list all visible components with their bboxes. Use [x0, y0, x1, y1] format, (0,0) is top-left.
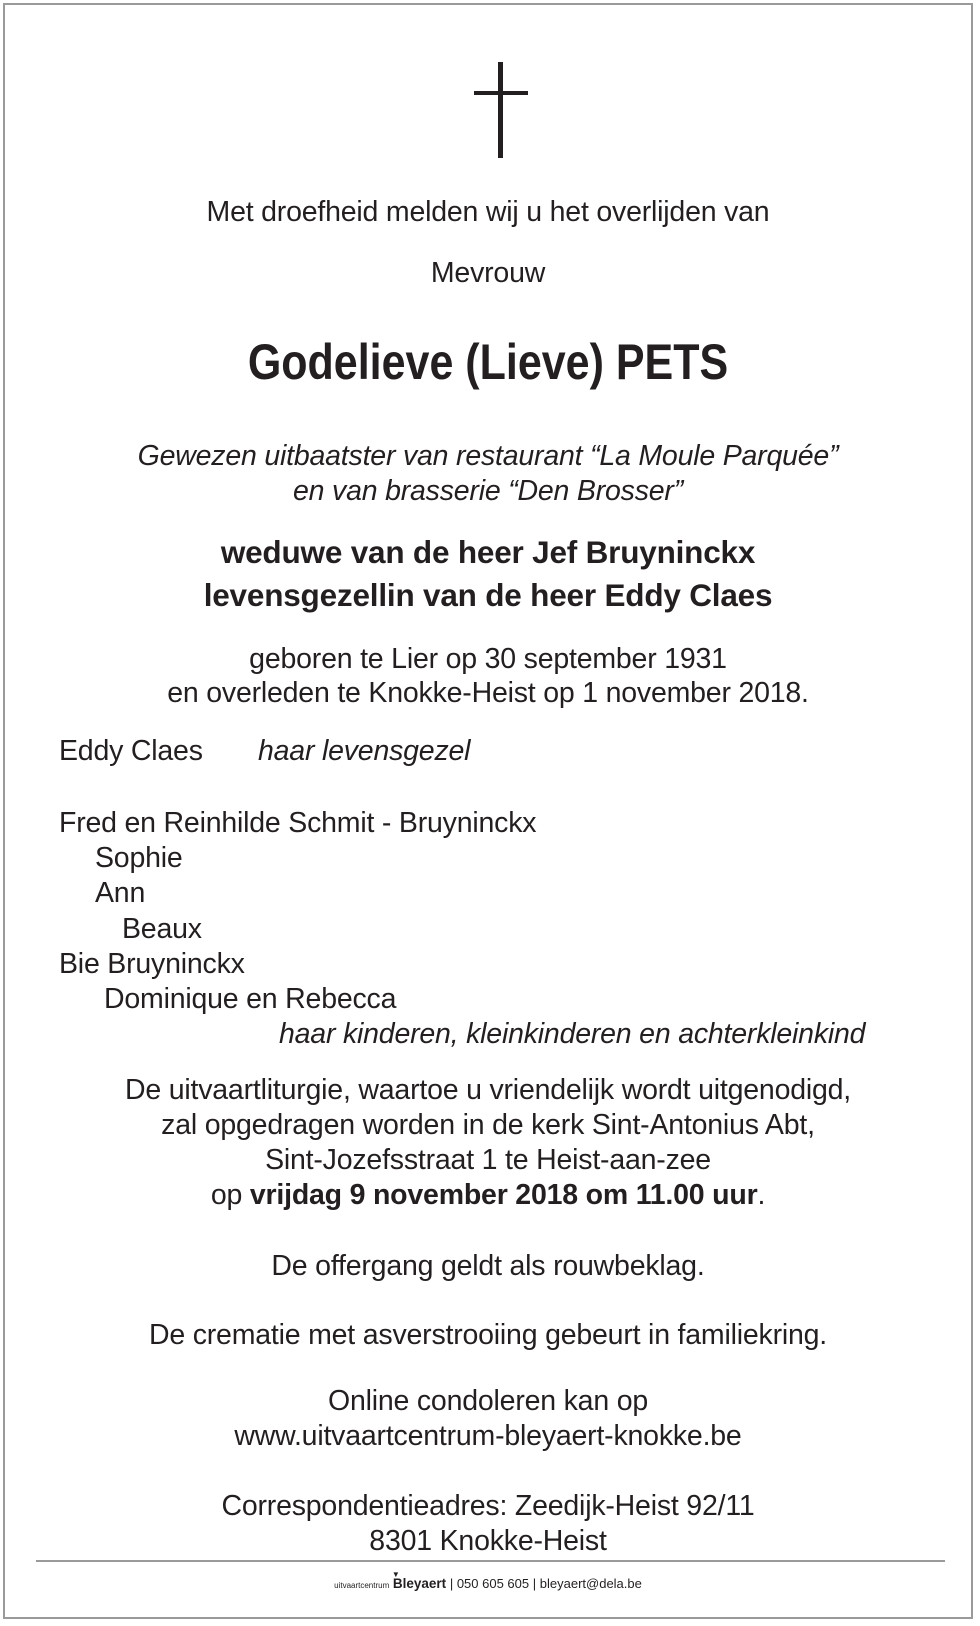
partner-line: levensgezellin van de heer Eddy Claes [203, 577, 773, 613]
funeral-date-prefix: op [210, 1179, 243, 1211]
family-member: Ann [95, 877, 146, 909]
footer-separator: | [449, 1576, 454, 1591]
family-role: haar kinderen, kleinkinderen en achterkleinkind [279, 1018, 866, 1050]
footer-prefix: uitvaartcentrum [334, 1581, 390, 1590]
family-member: Bie Bruyninckx [59, 948, 245, 980]
born-line: geboren te Lier op 30 september 1931 [249, 643, 727, 675]
family-member: Fred en Reinhilde Schmit - Bruyninckx [59, 807, 537, 839]
funeral-date-line [0, 1178, 976, 1212]
deceased-name: Godelieve (Lieve) PETS [247, 334, 729, 390]
funeral-date: vrijdag 9 november 2018 om 11.00 uur [249, 1179, 758, 1211]
companion-role: haar levensgezel [258, 735, 471, 767]
cross-icon [474, 62, 528, 158]
footer-brand: ▼ Bleyaert [393, 1576, 446, 1591]
family-member: Dominique en Rebecca [104, 983, 397, 1015]
correspondence-line-1: Correspondentieadres: Zeedijk-Heist 92/11 [221, 1490, 755, 1522]
funeral-home-footer [0, 1570, 976, 1594]
companion-name: Eddy Claes [59, 735, 203, 767]
funeral-date-suffix: . [757, 1179, 766, 1211]
condolence-url: www.uitvaartcentrum-bleyaert-knokke.be [234, 1420, 742, 1452]
funeral-line-1: De uitvaartliturgie, waartoe u vriendelijk wordt uitgenodigd, [124, 1074, 852, 1106]
footer-email: bleyaert@dela.be [539, 1576, 642, 1591]
footer-phone: 050 605 605 [456, 1576, 530, 1591]
intro-text: Met droefheid melden wij u het overlijden van [206, 196, 770, 228]
footer-divider [36, 1560, 945, 1562]
funeral-line-3: Sint-Jozefsstraat 1 te Heist-aan-zee [265, 1144, 711, 1176]
widow-line: weduwe van de heer Jef Bruyninckx [220, 534, 756, 570]
family-member: Beaux [122, 913, 202, 945]
title-text: Mevrouw [430, 257, 546, 289]
cremation-text: De crematie met asverstrooiing gebeurt in familiekring. [148, 1319, 828, 1351]
offering-text: De offergang geldt als rouwbeklag. [271, 1250, 705, 1282]
footer-separator: | [532, 1576, 537, 1591]
online-condolence-text: Online condoleren kan op [327, 1385, 648, 1417]
correspondence-line-2: 8301 Knokke-Heist [369, 1525, 607, 1557]
funeral-line-2: zal opgedragen worden in de kerk Sint-Antonius Abt, [161, 1109, 815, 1141]
died-line: en overleden te Knokke-Heist op 1 november 2018. [167, 677, 809, 709]
brand-mark-icon: ▼ [391, 1570, 400, 1579]
family-member: Sophie [95, 842, 183, 874]
occupation-line-2: en van brasserie “Den Brosser” [293, 475, 683, 507]
occupation-line-1: Gewezen uitbaatster van restaurant “La Moule Parquée” [137, 440, 839, 472]
